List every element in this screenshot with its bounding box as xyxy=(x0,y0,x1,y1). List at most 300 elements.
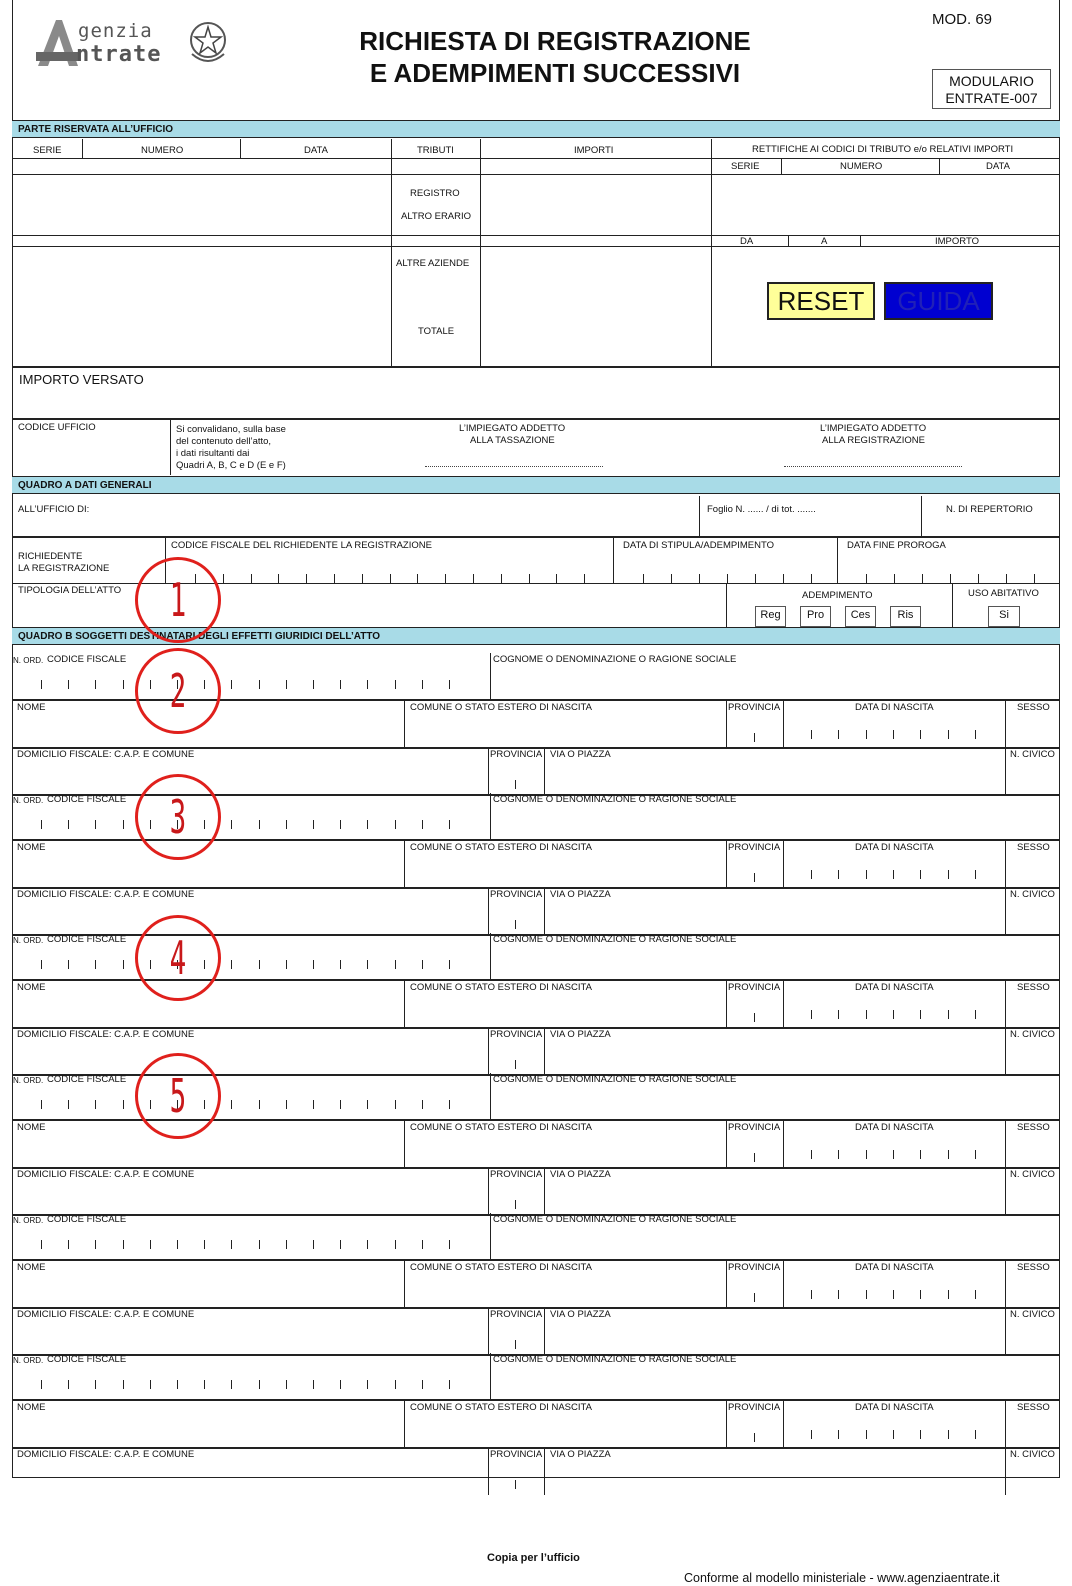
cell-divider xyxy=(754,1293,755,1302)
logo-line2: ntrate xyxy=(76,42,162,67)
nome-field-5[interactable] xyxy=(13,1273,403,1307)
col-importi: IMPORTI xyxy=(574,145,614,156)
cell-divider xyxy=(838,1150,839,1159)
cell-divider xyxy=(313,1100,314,1109)
cell-divider xyxy=(811,1010,812,1019)
cell-divider xyxy=(340,680,341,689)
civico-field-3[interactable] xyxy=(1006,1040,1058,1074)
label-via-2: VIA O PIAZZA xyxy=(550,889,611,900)
cell-divider xyxy=(838,730,839,739)
cell-divider xyxy=(41,1240,42,1249)
cell-divider xyxy=(449,1100,450,1109)
label-domicilio-6: DOMICILIO FISCALE: C.A.P. E COMUNE xyxy=(17,1449,195,1460)
cell-divider xyxy=(754,1013,755,1022)
cell-divider xyxy=(866,574,867,583)
cell-divider xyxy=(286,1100,287,1109)
cell-divider xyxy=(811,1150,812,1159)
label-importo-versato: IMPORTO VERSATO xyxy=(19,372,144,387)
annotation-circle-3 xyxy=(135,774,221,860)
reset-button[interactable]: RESET xyxy=(767,282,875,320)
cell-divider xyxy=(68,1240,69,1249)
annotation-circle-5 xyxy=(135,1053,221,1139)
label-totale: TOTALE xyxy=(418,326,455,337)
cell-divider xyxy=(948,870,949,879)
label-via-1: VIA O PIAZZA xyxy=(550,749,611,760)
codice-fiscale-field-3[interactable] xyxy=(13,945,489,979)
domicilio-field-4[interactable] xyxy=(13,1180,487,1214)
codice-fiscale-field-5[interactable] xyxy=(13,1225,489,1259)
label-codice-fiscale-1: CODICE FISCALE xyxy=(47,654,127,665)
cell-divider xyxy=(948,1290,949,1299)
label-nome-5: NOME xyxy=(17,1262,46,1273)
cell-divider xyxy=(313,1380,314,1389)
label-nome-3: NOME xyxy=(17,982,46,993)
label-codice-ufficio: CODICE UFFICIO xyxy=(18,422,96,433)
label-via-6: VIA O PIAZZA xyxy=(550,1449,611,1460)
provincia-domicilio-field-2[interactable] xyxy=(489,900,543,934)
cognome-field-6[interactable] xyxy=(491,1365,1058,1399)
convalida-line4: Quadri A, B, C e D (E e F) xyxy=(176,460,286,471)
cell-divider xyxy=(367,1240,368,1249)
label-civico-5: N. CIVICO xyxy=(1010,1309,1055,1320)
cell-divider xyxy=(754,1433,755,1442)
cell-divider xyxy=(811,730,812,739)
label-da: DA xyxy=(740,236,754,247)
cell-divider xyxy=(259,680,260,689)
cell-divider xyxy=(95,680,96,689)
cell-divider xyxy=(422,1240,423,1249)
cell-divider xyxy=(123,960,124,969)
codice-fiscale-field-6[interactable] xyxy=(13,1365,489,1399)
nome-field-2[interactable] xyxy=(13,853,403,887)
label-comune-nascita-6: COMUNE O STATO ESTERO DI NASCITA xyxy=(410,1402,592,1413)
republic-emblem-icon xyxy=(186,18,230,66)
cell-divider xyxy=(866,1150,867,1159)
cell-divider xyxy=(866,1430,867,1439)
col-numero: NUMERO xyxy=(141,145,184,156)
cell-divider xyxy=(395,960,396,969)
cell-divider xyxy=(948,1430,949,1439)
cell-divider xyxy=(150,1380,151,1389)
label-provincia-nascita-4: PROVINCIA xyxy=(728,1122,781,1133)
cell-divider xyxy=(286,680,287,689)
label-foglio: Foglio N. ...... / di tot. ....... xyxy=(707,504,816,515)
data-fine-proroga-field[interactable] xyxy=(838,552,1058,582)
cell-divider xyxy=(811,1430,812,1439)
cognome-field-5[interactable] xyxy=(491,1225,1058,1259)
label-sesso-6: SESSO xyxy=(1017,1402,1050,1413)
label-provincia-domicilio-4: PROVINCIA xyxy=(490,1169,543,1180)
cell-divider xyxy=(362,574,363,583)
cell-divider xyxy=(422,1380,423,1389)
annotation-number-3: 3 xyxy=(169,790,187,844)
form-title-line1: RICHIESTA DI REGISTRAZIONE xyxy=(359,26,751,56)
label-n-ord-5: N. ORD. xyxy=(13,1216,44,1225)
cell-divider xyxy=(515,1340,516,1349)
data-nascita-field-6[interactable] xyxy=(784,1413,1004,1447)
cell-divider xyxy=(449,820,450,829)
domicilio-field-1[interactable] xyxy=(13,760,487,794)
label-provincia-domicilio-6: PROVINCIA xyxy=(490,1449,543,1460)
label-domicilio-5: DOMICILIO FISCALE: C.A.P. E COMUNE xyxy=(17,1309,195,1320)
cell-divider xyxy=(978,574,979,583)
adempimento-reg-button[interactable]: Reg xyxy=(755,606,786,627)
data-nascita-field-3[interactable] xyxy=(784,993,1004,1027)
cell-divider xyxy=(177,1240,178,1249)
cell-divider xyxy=(754,733,755,742)
sesso-field-1[interactable] xyxy=(1006,713,1058,747)
label-importo: IMPORTO xyxy=(935,236,979,247)
cell-divider xyxy=(68,960,69,969)
impiegato-registrazione-line2: ALLA REGISTRAZIONE xyxy=(822,435,925,446)
cell-divider xyxy=(68,1380,69,1389)
cell-divider xyxy=(395,820,396,829)
label-civico-4: N. CIVICO xyxy=(1010,1169,1055,1180)
label-n-ord-2: N. ORD. xyxy=(13,796,44,805)
annotation-circle-4 xyxy=(135,915,221,1001)
footer-copia: Copia per l’ufficio xyxy=(487,1552,580,1564)
label-n-ord-4: N. ORD. xyxy=(13,1076,44,1085)
label-provincia-domicilio-3: PROVINCIA xyxy=(490,1029,543,1040)
cell-divider xyxy=(811,1290,812,1299)
cell-divider xyxy=(975,730,976,739)
cell-divider xyxy=(754,1153,755,1162)
via-field-3[interactable] xyxy=(545,1040,1004,1074)
logo-line1: genzia xyxy=(78,20,153,42)
impiegato-registrazione-line1: L’IMPIEGATO ADDETTO xyxy=(820,423,927,434)
cell-divider xyxy=(150,1240,151,1249)
label-domicilio-3: DOMICILIO FISCALE: C.A.P. E COMUNE xyxy=(17,1029,195,1040)
label-provincia-domicilio-1: PROVINCIA xyxy=(490,749,543,760)
civico-field-6[interactable] xyxy=(1006,1460,1058,1494)
cognome-field-1[interactable] xyxy=(491,665,1058,699)
cell-divider xyxy=(313,960,314,969)
cell-divider xyxy=(422,1100,423,1109)
nome-field-3[interactable] xyxy=(13,993,403,1027)
cell-divider xyxy=(395,1100,396,1109)
cell-divider xyxy=(866,870,867,879)
via-field-4[interactable] xyxy=(545,1180,1004,1214)
adempimento-pro-button[interactable]: Pro xyxy=(800,606,831,627)
label-provincia-domicilio-5: PROVINCIA xyxy=(490,1309,543,1320)
annotation-number-1: 1 xyxy=(169,573,187,627)
nome-field-6[interactable] xyxy=(13,1413,403,1447)
cell-divider xyxy=(259,1240,260,1249)
annotation-number-5: 5 xyxy=(169,1069,187,1123)
label-nome-1: NOME xyxy=(17,702,46,713)
cell-divider xyxy=(313,820,314,829)
cell-divider xyxy=(123,820,124,829)
cell-divider xyxy=(893,1290,894,1299)
annotation-circle-1 xyxy=(135,557,221,643)
adempimento-ces-button[interactable]: Ces xyxy=(845,606,876,627)
cell-divider xyxy=(920,870,921,879)
nome-field-4[interactable] xyxy=(13,1133,403,1167)
cell-divider xyxy=(367,820,368,829)
label-repertorio: N. DI REPERTORIO xyxy=(946,504,1033,515)
cell-divider xyxy=(727,574,728,583)
cell-divider xyxy=(515,1060,516,1069)
comune-nascita-field-4[interactable] xyxy=(405,1133,725,1167)
cell-divider xyxy=(68,680,69,689)
label-adempimento: ADEMPIMENTO xyxy=(802,590,873,601)
data-nascita-field-5[interactable] xyxy=(784,1273,1004,1307)
label-sesso-4: SESSO xyxy=(1017,1122,1050,1133)
cell-divider xyxy=(231,960,232,969)
domicilio-field-3[interactable] xyxy=(13,1040,487,1074)
cell-divider xyxy=(422,820,423,829)
col-serie: SERIE xyxy=(33,145,62,156)
modulario-line1: MODULARIO xyxy=(949,73,1034,89)
cell-divider xyxy=(920,1150,921,1159)
band-ufficio: PARTE RISERVATA ALL’UFFICIO xyxy=(12,120,1060,138)
cell-divider xyxy=(367,680,368,689)
sesso-field-2[interactable] xyxy=(1006,853,1058,887)
comune-nascita-field-6[interactable] xyxy=(405,1413,725,1447)
cell-divider xyxy=(123,680,124,689)
label-civico-6: N. CIVICO xyxy=(1010,1449,1055,1460)
domicilio-field-5[interactable] xyxy=(13,1320,487,1354)
cognome-field-4[interactable] xyxy=(491,1085,1058,1119)
label-via-3: VIA O PIAZZA xyxy=(550,1029,611,1040)
provincia-domicilio-field-3[interactable] xyxy=(489,1040,543,1074)
cell-divider xyxy=(515,1480,516,1489)
label-provincia-nascita-3: PROVINCIA xyxy=(728,982,781,993)
form-title-line2: E ADEMPIMENTI SUCCESSIVI xyxy=(369,58,741,88)
cell-divider xyxy=(231,1380,232,1389)
col-tributi: TRIBUTI xyxy=(417,145,454,156)
cell-divider xyxy=(41,820,42,829)
sesso-field-4[interactable] xyxy=(1006,1133,1058,1167)
cell-divider xyxy=(68,820,69,829)
label-data-nascita-6: DATA DI NASCITA xyxy=(855,1402,934,1413)
label-nome-6: NOME xyxy=(17,1402,46,1413)
cell-divider xyxy=(893,1150,894,1159)
impiegato-tassazione-line1: L’IMPIEGATO ADDETTO xyxy=(459,423,566,434)
cell-divider xyxy=(920,1430,921,1439)
data-nascita-field-1[interactable] xyxy=(784,713,1004,747)
cell-divider xyxy=(41,1380,42,1389)
civico-field-1[interactable] xyxy=(1006,760,1058,794)
cognome-field-3[interactable] xyxy=(491,945,1058,979)
label-richiedente-2: LA REGISTRAZIONE xyxy=(18,563,110,574)
col-r-serie: SERIE xyxy=(731,161,760,172)
cell-divider xyxy=(838,1290,839,1299)
label-codice-fiscale-5: CODICE FISCALE xyxy=(47,1214,127,1225)
annotation-circle-2 xyxy=(135,648,221,734)
cell-divider xyxy=(449,680,450,689)
cell-divider xyxy=(643,574,644,583)
label-altre-aziende: ALTRE AZIENDE xyxy=(396,258,470,269)
modulario-line2: ENTRATE-007 xyxy=(945,90,1038,106)
label-provincia-nascita-2: PROVINCIA xyxy=(728,842,781,853)
cell-divider xyxy=(367,1100,368,1109)
label-codice-fiscale-6: CODICE FISCALE xyxy=(47,1354,127,1365)
cell-divider xyxy=(515,1200,516,1209)
cell-divider xyxy=(1034,574,1035,583)
impiegato-tassazione-line2: ALLA TASSAZIONE xyxy=(470,435,555,446)
cell-divider xyxy=(893,870,894,879)
cell-divider xyxy=(259,1100,260,1109)
provincia-domicilio-field-1[interactable] xyxy=(489,760,543,794)
label-registro: REGISTRO xyxy=(410,188,460,199)
label-comune-nascita-2: COMUNE O STATO ESTERO DI NASCITA xyxy=(410,842,592,853)
label-nome-4: NOME xyxy=(17,1122,46,1133)
cell-divider xyxy=(340,1380,341,1389)
cell-divider xyxy=(920,730,921,739)
label-comune-nascita-4: COMUNE O STATO ESTERO DI NASCITA xyxy=(410,1122,592,1133)
cell-divider xyxy=(893,1430,894,1439)
sesso-field-3[interactable] xyxy=(1006,993,1058,1027)
data-nascita-field-4[interactable] xyxy=(784,1133,1004,1167)
cell-divider xyxy=(893,1010,894,1019)
label-cf-richiedente: CODICE FISCALE DEL RICHIEDENTE LA REGISTRAZIONE xyxy=(171,540,432,551)
cell-divider xyxy=(286,1240,287,1249)
cell-divider xyxy=(920,1010,921,1019)
label-data-nascita-2: DATA DI NASCITA xyxy=(855,842,934,853)
guida-button[interactable]: GUIDA xyxy=(884,282,993,320)
label-domicilio-2: DOMICILIO FISCALE: C.A.P. E COMUNE xyxy=(17,889,195,900)
cell-divider xyxy=(340,960,341,969)
label-provincia-nascita-1: PROVINCIA xyxy=(728,702,781,713)
label-civico-2: N. CIVICO xyxy=(1010,889,1055,900)
cell-divider xyxy=(95,820,96,829)
adempimento-ris-button[interactable]: Ris xyxy=(890,606,921,627)
importo-versato-field[interactable] xyxy=(150,370,1055,414)
data-stipula-field[interactable] xyxy=(614,552,836,582)
label-n-ord-3: N. ORD. xyxy=(13,936,44,945)
label-n-ord-6: N. ORD. xyxy=(13,1356,44,1365)
label-tipologia-atto: TIPOLOGIA DELL’ATTO xyxy=(18,585,122,596)
label-codice-fiscale-4: CODICE FISCALE xyxy=(47,1074,127,1085)
label-domicilio-4: DOMICILIO FISCALE: C.A.P. E COMUNE xyxy=(17,1169,195,1180)
cell-divider xyxy=(975,1290,976,1299)
via-field-5[interactable] xyxy=(545,1320,1004,1354)
cell-divider xyxy=(395,1240,396,1249)
cell-divider xyxy=(231,1100,232,1109)
cell-divider xyxy=(286,1380,287,1389)
via-field-1[interactable] xyxy=(545,760,1004,794)
comune-nascita-field-2[interactable] xyxy=(405,853,725,887)
domicilio-field-2[interactable] xyxy=(13,900,487,934)
cell-divider xyxy=(699,574,700,583)
cell-divider xyxy=(473,574,474,583)
comune-nascita-field-5[interactable] xyxy=(405,1273,725,1307)
label-data-fine-proroga: DATA FINE PROROGA xyxy=(847,540,946,551)
sesso-field-5[interactable] xyxy=(1006,1273,1058,1307)
civico-field-2[interactable] xyxy=(1006,900,1058,934)
label-nome-2: NOME xyxy=(17,842,46,853)
cell-divider xyxy=(204,1240,205,1249)
label-civico-3: N. CIVICO xyxy=(1010,1029,1055,1040)
label-data-nascita-3: DATA DI NASCITA xyxy=(855,982,934,993)
cell-divider xyxy=(866,1290,867,1299)
cell-divider xyxy=(866,1010,867,1019)
cell-divider xyxy=(417,574,418,583)
civico-field-5[interactable] xyxy=(1006,1320,1058,1354)
cell-divider xyxy=(754,873,755,882)
cell-divider xyxy=(367,960,368,969)
label-provincia-nascita-5: PROVINCIA xyxy=(728,1262,781,1273)
via-field-6[interactable] xyxy=(545,1460,1004,1494)
label-cognome-4: COGNOME O DENOMINAZIONE O RAGIONE SOCIALE xyxy=(493,1074,737,1085)
cell-divider xyxy=(231,1240,232,1249)
cell-divider xyxy=(894,574,895,583)
modulario-box xyxy=(932,69,1051,109)
comune-nascita-field-1[interactable] xyxy=(405,713,725,747)
data-nascita-field-2[interactable] xyxy=(784,853,1004,887)
provincia-domicilio-field-4[interactable] xyxy=(489,1180,543,1214)
comune-nascita-field-3[interactable] xyxy=(405,993,725,1027)
label-comune-nascita-5: COMUNE O STATO ESTERO DI NASCITA xyxy=(410,1262,592,1273)
label-civico-1: N. CIVICO xyxy=(1010,749,1055,760)
codice-fiscale-field-4[interactable] xyxy=(13,1085,489,1119)
cell-divider xyxy=(251,574,252,583)
label-domicilio-1: DOMICILIO FISCALE: C.A.P. E COMUNE xyxy=(17,749,195,760)
sesso-field-6[interactable] xyxy=(1006,1413,1058,1447)
cell-divider xyxy=(390,574,391,583)
cell-divider xyxy=(975,1430,976,1439)
cell-divider xyxy=(893,730,894,739)
civico-field-4[interactable] xyxy=(1006,1180,1058,1214)
uso-abitativo-si-button[interactable]: Si xyxy=(988,606,1020,627)
cell-divider xyxy=(123,1240,124,1249)
label-a: A xyxy=(821,236,828,247)
provincia-domicilio-field-6[interactable] xyxy=(489,1460,543,1494)
codice-fiscale-field-2[interactable] xyxy=(13,805,489,839)
cell-divider xyxy=(334,574,335,583)
label-sesso-1: SESSO xyxy=(1017,702,1050,713)
cell-divider xyxy=(920,1290,921,1299)
cell-divider xyxy=(445,574,446,583)
label-comune-nascita-1: COMUNE O STATO ESTERO DI NASCITA xyxy=(410,702,592,713)
tipologia-atto-field[interactable] xyxy=(230,588,720,626)
label-altro-erario: ALTRO ERARIO xyxy=(401,211,472,222)
convalida-line3: i dati risultanti dai xyxy=(176,448,250,459)
cell-divider xyxy=(395,1380,396,1389)
cell-divider xyxy=(838,1010,839,1019)
cell-divider xyxy=(95,960,96,969)
cell-divider xyxy=(838,870,839,879)
label-provincia-nascita-6: PROVINCIA xyxy=(728,1402,781,1413)
cell-divider xyxy=(340,1100,341,1109)
cell-divider xyxy=(231,680,232,689)
cell-divider xyxy=(1006,574,1007,583)
cell-divider xyxy=(866,730,867,739)
cell-divider xyxy=(41,960,42,969)
cell-divider xyxy=(671,574,672,583)
label-provincia-domicilio-2: PROVINCIA xyxy=(490,889,543,900)
label-codice-fiscale-3: CODICE FISCALE xyxy=(47,934,127,945)
provincia-domicilio-field-5[interactable] xyxy=(489,1320,543,1354)
col-data: DATA xyxy=(304,145,328,156)
cell-divider xyxy=(975,1010,976,1019)
via-field-2[interactable] xyxy=(545,900,1004,934)
cell-divider xyxy=(422,960,423,969)
cell-divider xyxy=(231,820,232,829)
domicilio-field-6[interactable] xyxy=(13,1460,487,1494)
cell-divider xyxy=(449,960,450,969)
cell-divider xyxy=(95,1100,96,1109)
cell-divider xyxy=(68,1100,69,1109)
label-sesso-5: SESSO xyxy=(1017,1262,1050,1273)
cell-divider xyxy=(259,960,260,969)
label-via-4: VIA O PIAZZA xyxy=(550,1169,611,1180)
convalida-line2: del contenuto dell’atto, xyxy=(176,436,272,447)
cognome-field-2[interactable] xyxy=(491,805,1058,839)
codice-fiscale-field-1[interactable] xyxy=(13,665,489,699)
label-data-nascita-5: DATA DI NASCITA xyxy=(855,1262,934,1273)
